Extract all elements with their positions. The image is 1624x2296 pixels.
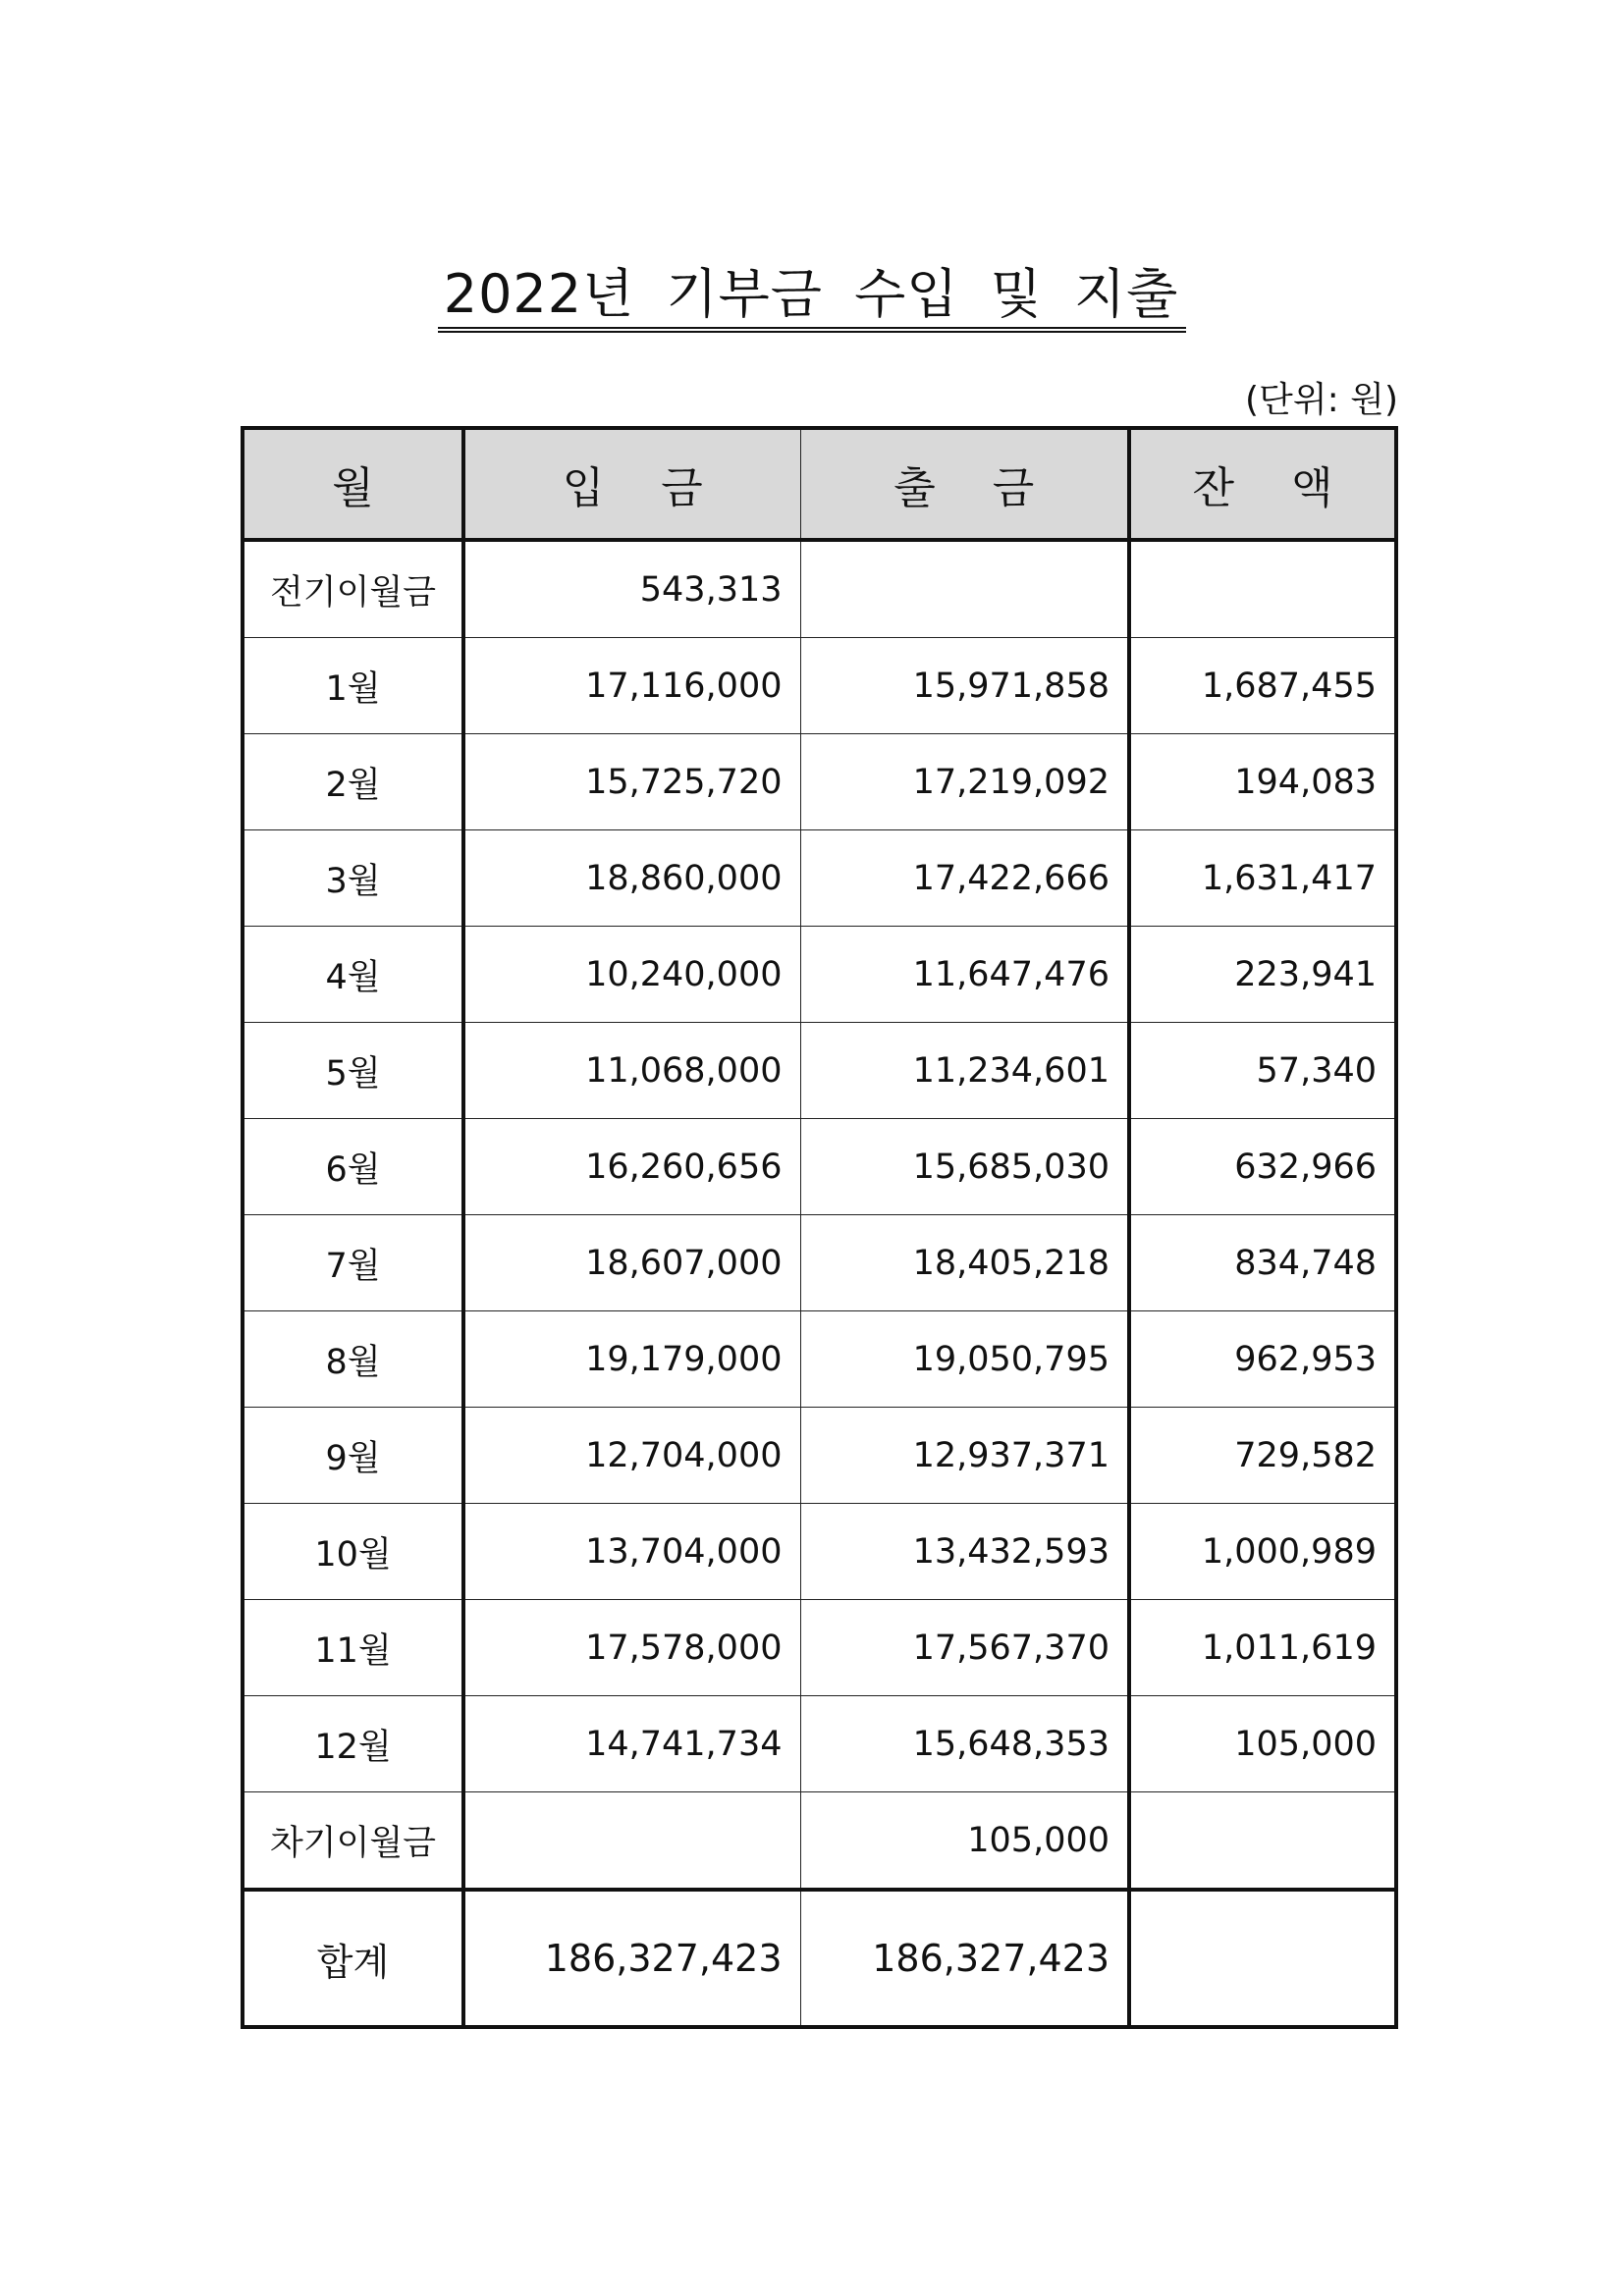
document-title bbox=[0, 257, 1624, 332]
cell-expense: 13,432,593 bbox=[800, 1504, 1129, 1600]
cell-income: 16,260,656 bbox=[463, 1119, 800, 1215]
cell-income: 11,068,000 bbox=[463, 1023, 800, 1119]
title-text: 2022년 기부금 수입 및 지출 bbox=[438, 263, 1187, 333]
cell-balance: 1,011,619 bbox=[1129, 1600, 1396, 1696]
header-expense: 출 금 bbox=[800, 428, 1129, 540]
cell-month: 12월 bbox=[243, 1696, 463, 1792]
cell-balance: 105,000 bbox=[1129, 1696, 1396, 1792]
table-row bbox=[243, 540, 1396, 638]
cell-month: 9월 bbox=[243, 1408, 463, 1504]
total-label: 합계 bbox=[243, 1890, 463, 2027]
total-balance bbox=[1129, 1890, 1396, 2027]
cell-expense: 105,000 bbox=[800, 1792, 1129, 1891]
table-row bbox=[243, 1504, 1396, 1600]
table-row bbox=[243, 638, 1396, 734]
donation-ledger-table bbox=[241, 426, 1398, 2029]
cell-expense: 15,685,030 bbox=[800, 1119, 1129, 1215]
cell-income: 14,741,734 bbox=[463, 1696, 800, 1792]
table-row bbox=[243, 1023, 1396, 1119]
cell-expense: 17,219,092 bbox=[800, 734, 1129, 830]
cell-month: 차기이월금 bbox=[243, 1792, 463, 1891]
cell-income: 10,240,000 bbox=[463, 927, 800, 1023]
cell-month: 7월 bbox=[243, 1215, 463, 1311]
cell-expense: 17,567,370 bbox=[800, 1600, 1129, 1696]
cell-month: 11월 bbox=[243, 1600, 463, 1696]
cell-month: 4월 bbox=[243, 927, 463, 1023]
cell-expense bbox=[800, 540, 1129, 638]
cell-month: 8월 bbox=[243, 1311, 463, 1408]
cell-balance: 223,941 bbox=[1129, 927, 1396, 1023]
cell-expense: 11,647,476 bbox=[800, 927, 1129, 1023]
cell-income: 18,860,000 bbox=[463, 830, 800, 927]
cell-income: 17,116,000 bbox=[463, 638, 800, 734]
cell-month: 1월 bbox=[243, 638, 463, 734]
cell-expense: 15,648,353 bbox=[800, 1696, 1129, 1792]
table-row bbox=[243, 927, 1396, 1023]
cell-balance bbox=[1129, 1792, 1396, 1891]
table-row bbox=[243, 734, 1396, 830]
cell-month: 5월 bbox=[243, 1023, 463, 1119]
cell-expense: 15,971,858 bbox=[800, 638, 1129, 734]
cell-balance: 962,953 bbox=[1129, 1311, 1396, 1408]
header-row bbox=[243, 428, 1396, 540]
cell-expense: 19,050,795 bbox=[800, 1311, 1129, 1408]
total-expense: 186,327,423 bbox=[800, 1890, 1129, 2027]
cell-balance: 57,340 bbox=[1129, 1023, 1396, 1119]
table-row bbox=[243, 1408, 1396, 1504]
unit-label: (단위: 원) bbox=[1245, 380, 1398, 420]
table-row bbox=[243, 1311, 1396, 1408]
cell-income: 18,607,000 bbox=[463, 1215, 800, 1311]
header-balance: 잔 액 bbox=[1129, 428, 1396, 540]
cell-expense: 12,937,371 bbox=[800, 1408, 1129, 1504]
cell-expense: 17,422,666 bbox=[800, 830, 1129, 927]
cell-balance: 1,687,455 bbox=[1129, 638, 1396, 734]
ledger-body bbox=[243, 540, 1396, 1890]
total-row bbox=[243, 1890, 1396, 2027]
cell-balance: 632,966 bbox=[1129, 1119, 1396, 1215]
cell-balance bbox=[1129, 540, 1396, 638]
table-row bbox=[243, 1696, 1396, 1792]
cell-balance: 729,582 bbox=[1129, 1408, 1396, 1504]
table-row bbox=[243, 1215, 1396, 1311]
cell-month: 10월 bbox=[243, 1504, 463, 1600]
cell-income: 17,578,000 bbox=[463, 1600, 800, 1696]
cell-income: 13,704,000 bbox=[463, 1504, 800, 1600]
table-row bbox=[243, 830, 1396, 927]
cell-expense: 11,234,601 bbox=[800, 1023, 1129, 1119]
cell-balance: 194,083 bbox=[1129, 734, 1396, 830]
table-row bbox=[243, 1792, 1396, 1891]
cell-income bbox=[463, 1792, 800, 1891]
cell-balance: 1,000,989 bbox=[1129, 1504, 1396, 1600]
cell-income: 543,313 bbox=[463, 540, 800, 638]
cell-balance: 1,631,417 bbox=[1129, 830, 1396, 927]
table-row bbox=[243, 1600, 1396, 1696]
header-income: 입 금 bbox=[463, 428, 800, 540]
cell-income: 12,704,000 bbox=[463, 1408, 800, 1504]
cell-month: 6월 bbox=[243, 1119, 463, 1215]
cell-month: 3월 bbox=[243, 830, 463, 927]
cell-expense: 18,405,218 bbox=[800, 1215, 1129, 1311]
cell-month: 2월 bbox=[243, 734, 463, 830]
total-income: 186,327,423 bbox=[463, 1890, 800, 2027]
cell-income: 15,725,720 bbox=[463, 734, 800, 830]
cell-month: 전기이월금 bbox=[243, 540, 463, 638]
cell-income: 19,179,000 bbox=[463, 1311, 800, 1408]
table-row bbox=[243, 1119, 1396, 1215]
header-month: 월 bbox=[243, 428, 463, 540]
cell-balance: 834,748 bbox=[1129, 1215, 1396, 1311]
